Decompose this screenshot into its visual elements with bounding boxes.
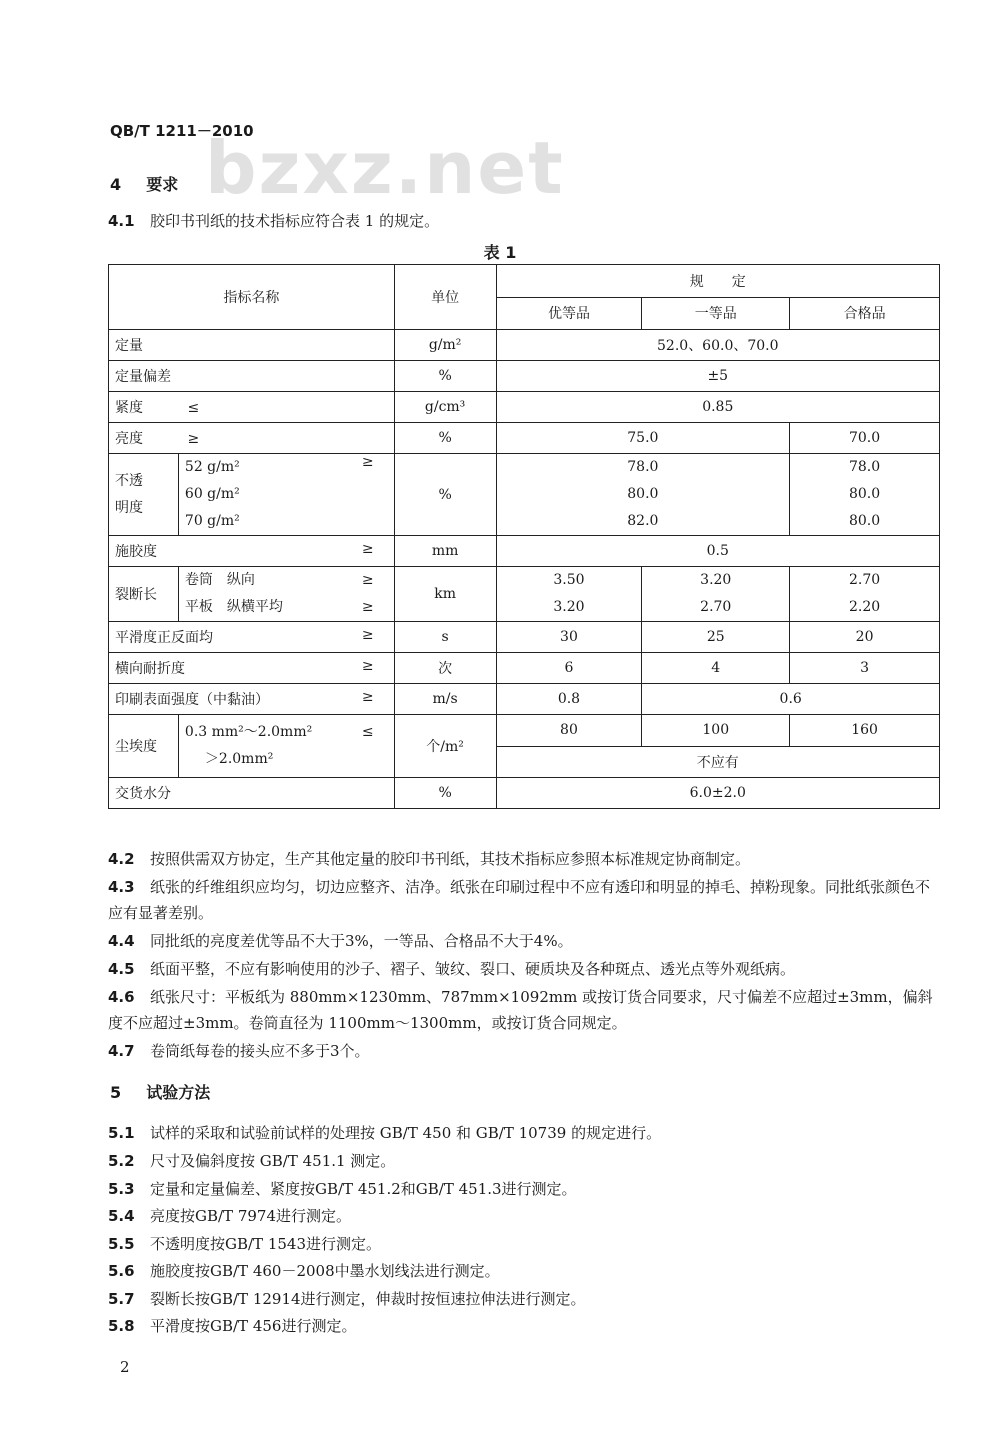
section-5-heading [110,1080,210,1103]
row-sub-cell [178,715,394,778]
row-sub-item: ＞2.0mm² [204,751,274,767]
clause-number: 5.3 [108,1180,135,1198]
row-value: 78.0 [848,459,881,475]
row-unit: % [394,423,496,454]
row-sub-item: 0.3 mm²～2.0mm² ≤ [185,719,388,746]
header-name: 指标名称 [109,265,395,330]
row-value: 2.70 [848,572,881,588]
row-sub-cell [178,567,394,622]
row-value: 2.20 [848,599,881,615]
row-value-grade-3 [790,567,940,622]
section-4-heading [110,172,178,195]
clause-number: 5.8 [108,1317,135,1335]
row-value: 3.50 [553,572,585,588]
row-sub-item: 卷筒 纵向 ≥ [185,567,388,594]
row-sub-item: 52 g/m² [184,459,240,475]
row-unit: mm [394,536,496,567]
clause-text: 不透明度按GB/T 1543进行测定。 [150,1235,382,1253]
table-row [109,684,940,715]
clause-number: 5.4 [108,1207,135,1225]
row-value-grade-2 [642,567,790,622]
clause-5-2 [108,1148,938,1174]
page-number: 2 [120,1358,130,1376]
clause-5-7 [108,1286,938,1312]
row-sub-item: 70 g/m² [184,513,240,529]
row-value-grade-1: 30 [496,622,642,653]
clause-4-3 [108,874,938,926]
clause-text: 定量和定量偏差、紧度按GB/T 451.2和GB/T 451.3进行测定。 [150,1180,577,1198]
row-value: 6.0±2.0 [496,778,939,809]
clause-text: 卷筒纸每卷的接头应不多于3个。 [150,1042,370,1060]
row-name-cell [109,653,395,684]
row-name-cell [109,423,395,454]
clause-number: 4.2 [108,850,135,868]
comparison-symbol: ≥ [361,599,374,615]
clause-text: 平滑度按GB/T 456进行测定。 [150,1317,357,1335]
row-value-grade-2: 100 [642,715,790,747]
row-unit: 个/m² [394,715,496,778]
header-grade-3: 合格品 [790,297,940,330]
clause-number: 5.5 [108,1235,135,1253]
clause-5-1 [108,1120,938,1146]
section-title: 要求 [146,175,179,194]
header-grade-1: 优等品 [496,297,642,330]
table-row [109,392,940,423]
clause-text: 施胶度按GB/T 460－2008中墨水划线法进行测定。 [150,1262,500,1280]
table-row [109,778,940,809]
row-unit: 次 [394,653,496,684]
clause-4-2 [108,846,938,872]
row-value-grade-3: 160 [790,715,940,747]
comparison-symbol: ≥ [361,658,374,674]
row-name-cell [109,622,395,653]
row-value-grade-1: 0.8 [496,684,642,715]
table-header-row [109,265,940,298]
clause-text: 纸张的纤维组织应均匀，切边应整齐、洁净。纸张在印刷过程中不应有透印和明显的掉毛、掉粉现象。同批纸张颜色不应有显著差别。 [108,878,931,922]
row-unit: % [394,778,496,809]
row-unit: s [394,622,496,653]
row-value-grade-3 [790,454,940,536]
clause-4-1 [108,208,938,234]
clause-number: 4.6 [108,988,135,1006]
row-value-grade-3: 70.0 [790,423,940,454]
comparison-symbol: ≥ [361,454,374,470]
table-row [109,653,940,684]
row-value-grade-3: 3 [790,653,940,684]
row-sub-item: 平板 纵横平均 ≥ [185,594,388,621]
row-value: 80.0 [848,486,881,502]
row-value-grade-1: 6 [496,653,642,684]
row-value: 80.0 [848,513,881,529]
row-name: 交货水分 [109,778,395,809]
clause-5-4 [108,1203,938,1229]
standard-id: QB/T 1211－2010 [110,122,254,140]
clause-4-6 [108,984,938,1036]
row-name: 施胶度 [115,544,157,560]
clause-number: 4.1 [108,212,135,230]
clause-4-7 [108,1038,938,1064]
row-name: 定量偏差 [109,361,395,392]
row-unit: % [394,454,496,536]
spec-table [108,264,940,809]
clause-number: 4.3 [108,878,135,896]
row-value: 80.0 [627,486,659,502]
row-value-grade-3: 20 [790,622,940,653]
clause-4-5 [108,956,938,982]
comparison-symbol: ≥ [361,689,374,705]
row-name: 横向耐折度 [115,661,185,677]
table-row [109,361,940,392]
table-row [109,715,940,747]
row-value: ±5 [496,361,939,392]
comparison-symbol: ≤ [187,400,200,416]
table-row [109,454,940,536]
clause-number: 5.7 [108,1290,135,1308]
clause-number: 4.5 [108,960,135,978]
clause-number: 4.7 [108,1042,135,1060]
row-value: 3.20 [700,572,732,588]
comparison-symbol: ≥ [361,627,374,643]
row-name-cell [109,392,395,423]
clause-number: 5.6 [108,1262,135,1280]
clause-text: 胶印书刊纸的技术指标应符合表 1 的规定。 [150,212,440,230]
row-unit: km [394,567,496,622]
row-value-grade-2-3: 0.6 [642,684,940,715]
row-value: 2.70 [700,599,732,615]
clause-4-4 [108,928,938,954]
row-value: 3.20 [553,599,585,615]
section-number: 4 [110,175,122,194]
row-unit: g/cm³ [394,392,496,423]
clause-text: 按照供需双方协定，生产其他定量的胶印书刊纸，其技术指标应参照本标准规定协商制定。 [150,850,751,868]
row-name: 裂断长 [109,567,179,622]
comparison-symbol: ≥ [361,572,374,588]
clause-text: 裂断长按GB/T 12914进行测定，伸裁时按恒速拉伸法进行测定。 [150,1290,586,1308]
table-caption: 表 1 [483,243,517,262]
clause-number: 5.2 [108,1152,135,1170]
row-value: 0.5 [496,536,939,567]
row-sub-item: 60 g/m² [184,486,240,502]
row-value-grade-1 [496,567,642,622]
row-value-grade-1-2: 75.0 [496,423,790,454]
row-name-cell [109,536,395,567]
section-number: 5 [110,1083,122,1102]
header-spec: 规 定 [496,265,939,298]
row-name: 平滑度正反面均 [115,630,213,646]
clause-number: 4.4 [108,932,135,950]
clause-text: 尺寸及偏斜度按 GB/T 451.1 测定。 [150,1152,396,1170]
row-name: 印刷表面强度（中黏油） [115,692,269,708]
row-value: 78.0 [627,459,659,475]
row-value-grade-1-2 [496,454,790,536]
table-row [109,330,940,361]
row-unit: m/s [394,684,496,715]
clause-text: 纸面平整，不应有影响使用的沙子、褶子、皱纹、裂口、硬质块及各种斑点、透光点等外观纸病。 [150,960,796,978]
row-sub-cell [178,454,394,536]
row-name: 尘埃度 [109,715,179,778]
clause-5-8 [108,1313,938,1339]
header-grade-2: 一等品 [642,297,790,330]
clause-text: 同批纸的亮度差优等品不大于3%，一等品、合格品不大于4%。 [150,932,573,950]
row-name-cell [109,454,179,536]
row-value: 82.0 [627,513,659,529]
comparison-symbol: ≤ [361,724,374,740]
row-value-grade-2: 25 [642,622,790,653]
table-row [109,622,940,653]
clause-number: 5.1 [108,1124,135,1142]
row-value: 52.0、60.0、70.0 [496,330,939,361]
table-row [109,536,940,567]
row-value: 0.85 [496,392,939,423]
section-title: 试验方法 [146,1083,211,1102]
clause-text: 纸张尺寸：平板纸为 880mm×1230mm、787mm×1092mm 或按订货合同要求，尺寸偏差不应超过±3mm，偏斜度不应超过±3mm。卷筒直径为 1100mm～1300mm，或按订货合同规定。 [108,988,933,1032]
row-name-cell [109,684,395,715]
clause-5-5 [108,1231,938,1257]
comparison-symbol: ≥ [187,431,200,447]
row-name-line: 明度 [115,499,143,516]
row-unit: % [394,361,496,392]
clause-text: 亮度按GB/T 7974进行测定。 [150,1207,352,1225]
row-name: 紧度 [115,400,143,416]
watermark: bzxz.net [205,126,565,210]
table-row [109,567,940,622]
row-value-grade-2: 4 [642,653,790,684]
row-name: 定量 [109,330,395,361]
row-name-line: 不透 [115,472,143,489]
row-value-grade-1: 80 [496,715,642,747]
clause-5-6 [108,1258,938,1284]
row-unit: g/m² [394,330,496,361]
row-name: 亮度 [115,431,143,447]
row-value: 不应有 [496,746,939,778]
table-row [109,423,940,454]
comparison-symbol: ≥ [361,541,374,557]
header-unit: 单位 [394,265,496,330]
clause-5-3 [108,1176,938,1202]
clause-text: 试样的采取和试验前试样的处理按 GB/T 450 和 GB/T 10739 的规定进行。 [150,1124,662,1142]
